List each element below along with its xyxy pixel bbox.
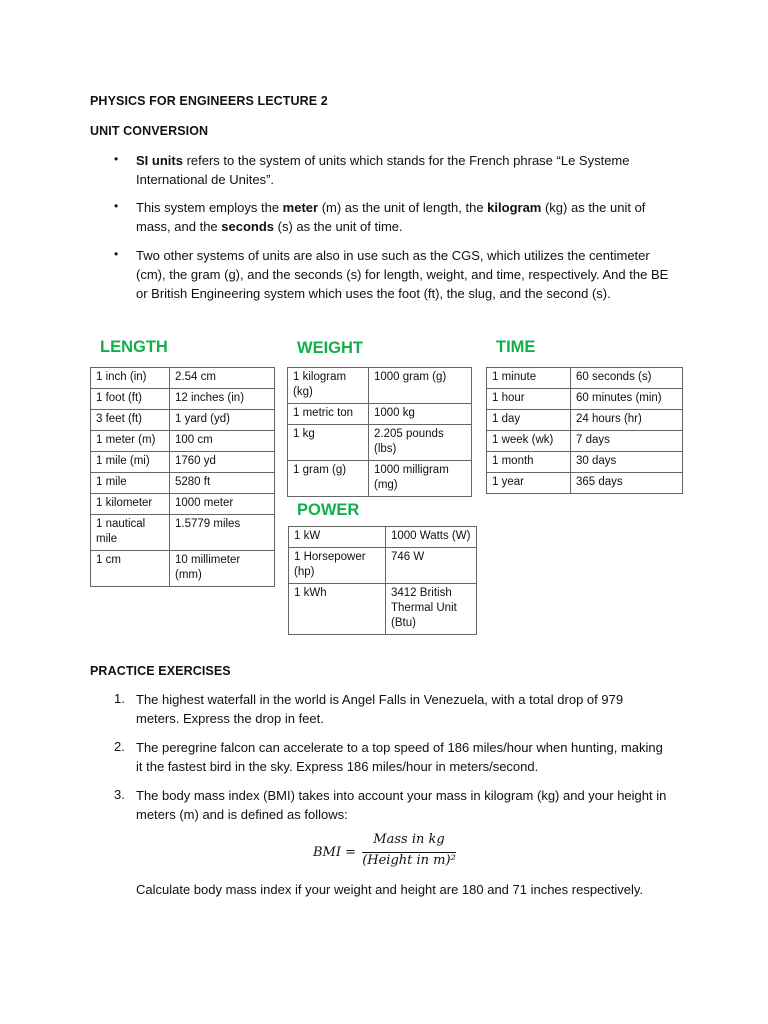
length-row xyxy=(91,473,275,494)
time-title: TIME xyxy=(496,338,536,356)
weight-unit-cell: 1 kilogram (kg) xyxy=(288,368,369,404)
length-unit-cell: 1 mile xyxy=(91,473,170,494)
power-unit-cell: 1 kW xyxy=(289,527,386,548)
time-equivalent-cell: 60 seconds (s) xyxy=(571,368,683,389)
exercise-number: 2. xyxy=(114,739,125,754)
exercise-text: The peregrine falcon can accelerate to a top speed of 186 miles/hour when hunting, making xyxy=(136,740,663,755)
time-equivalent-cell: 60 minutes (min) xyxy=(571,389,683,410)
exercise-3 xyxy=(136,786,676,824)
formula-lhs: BMI = xyxy=(313,845,357,860)
bullet-text: Two other systems of units are also in use such as the CGS, which utilizes the centimeter xyxy=(136,248,650,263)
exercise-2 xyxy=(136,738,676,776)
bullet-text: International de Unites”. xyxy=(136,172,275,187)
time-row xyxy=(487,452,683,473)
exercise-number: 3. xyxy=(114,787,125,802)
power-row xyxy=(289,584,477,635)
time-table xyxy=(486,367,683,494)
bullet-marker: • xyxy=(114,152,119,166)
length-equivalent-cell: 1.5779 miles xyxy=(170,515,275,551)
bullet-text: (s) as the unit of time. xyxy=(274,219,403,234)
length-unit-cell: 1 meter (m) xyxy=(91,431,170,452)
length-equivalent-cell: 10 millimeter (mm) xyxy=(170,551,275,587)
exercise-text: meters (m) and is defined as follows: xyxy=(136,807,348,822)
length-row xyxy=(91,494,275,515)
exercise-text: The body mass index (BMI) takes into account your mass in kilogram (kg) and your height in xyxy=(136,788,667,803)
weight-table xyxy=(287,367,472,497)
length-equivalent-cell: 1 yard (yd) xyxy=(170,410,275,431)
time-equivalent-cell: 30 days xyxy=(571,452,683,473)
bullet-text: refers to the system of units which stands for the French phrase “Le Systeme xyxy=(182,153,630,168)
power-unit-cell: 1 Horsepower (hp) xyxy=(289,548,386,584)
power-row xyxy=(289,527,477,548)
power-row xyxy=(289,548,477,584)
time-equivalent-cell: 24 hours (hr) xyxy=(571,410,683,431)
weight-equivalent-cell: 1000 gram (g) xyxy=(369,368,472,404)
weight-unit-cell: 1 gram (g) xyxy=(288,461,369,497)
formula-numerator: Mass in kg xyxy=(373,832,445,847)
bold-si-units: SI units xyxy=(136,153,183,168)
weight-row xyxy=(288,425,472,461)
length-row xyxy=(91,551,275,587)
formula-denominator: (Height in m)² xyxy=(362,853,456,868)
bullet-marker: • xyxy=(114,199,119,213)
length-equivalent-cell: 1000 meter xyxy=(170,494,275,515)
weight-row xyxy=(288,368,472,404)
exercise-1 xyxy=(136,690,676,728)
bullet-si-units xyxy=(136,151,676,189)
length-unit-cell: 1 cm xyxy=(91,551,170,587)
time-row xyxy=(487,431,683,452)
length-equivalent-cell: 1760 yd xyxy=(170,452,275,473)
time-unit-cell: 1 week (wk) xyxy=(487,431,571,452)
length-row xyxy=(91,368,275,389)
length-row xyxy=(91,431,275,452)
weight-equivalent-cell: 2.205 pounds (lbs) xyxy=(369,425,472,461)
weight-row xyxy=(288,404,472,425)
bold-meter: meter xyxy=(282,200,319,215)
weight-equivalent-cell: 1000 kg xyxy=(369,404,472,425)
bullet-text: This system employs the xyxy=(136,200,283,215)
length-equivalent-cell: 2.54 cm xyxy=(170,368,275,389)
bullet-text: (m) as the unit of length, the xyxy=(318,200,488,215)
length-unit-cell: 1 mile (mi) xyxy=(91,452,170,473)
exercise-text: meters. Express the drop in feet. xyxy=(136,711,324,726)
exercise-number: 1. xyxy=(114,691,125,706)
bullet-text: (kg) as the unit of xyxy=(541,200,646,215)
time-row xyxy=(487,473,683,494)
bullet-text: or British Engineering system which uses the foot (ft), the slug, and the second (s). xyxy=(136,286,611,301)
length-unit-cell: 1 inch (in) xyxy=(91,368,170,389)
time-row xyxy=(487,410,683,431)
closing-instruction: Calculate body mass index if your weight and height are 180 and 71 inches respectively. xyxy=(136,882,644,897)
power-title: POWER xyxy=(297,501,360,519)
time-row xyxy=(487,368,683,389)
weight-equivalent-cell: 1000 milligram (mg) xyxy=(369,461,472,497)
power-table xyxy=(288,526,477,635)
bullet-marker: • xyxy=(114,247,119,261)
bullet-system-units xyxy=(136,198,676,236)
length-equivalent-cell: 100 cm xyxy=(170,431,275,452)
weight-unit-cell: 1 metric ton xyxy=(288,404,369,425)
bold-kilogram: kilogram xyxy=(487,200,542,215)
time-unit-cell: 1 hour xyxy=(487,389,571,410)
time-equivalent-cell: 7 days xyxy=(571,431,683,452)
time-row xyxy=(487,389,683,410)
weight-row xyxy=(288,461,472,497)
time-equivalent-cell: 365 days xyxy=(571,473,683,494)
page-title: PHYSICS FOR ENGINEERS LECTURE 2 xyxy=(90,94,328,108)
length-row xyxy=(91,410,275,431)
weight-title: WEIGHT xyxy=(297,339,363,357)
length-unit-cell: 1 foot (ft) xyxy=(91,389,170,410)
practice-heading: PRACTICE EXERCISES xyxy=(90,664,231,678)
time-unit-cell: 1 year xyxy=(487,473,571,494)
length-row xyxy=(91,389,275,410)
bullet-text: (cm), the gram (g), and the seconds (s) for length, weight, and time, respectively. And the BE xyxy=(136,267,669,282)
length-equivalent-cell: 12 inches (in) xyxy=(170,389,275,410)
bold-seconds: seconds xyxy=(221,219,275,234)
length-row xyxy=(91,515,275,551)
exercise-text: The highest waterfall in the world is Angel Falls in Venezuela, with a total drop of 979 xyxy=(136,692,624,707)
power-equivalent-cell: 746 W xyxy=(386,548,477,584)
length-unit-cell: 1 kilometer xyxy=(91,494,170,515)
length-unit-cell: 1 nautical mile xyxy=(91,515,170,551)
section-heading-unit-conversion: UNIT CONVERSION xyxy=(90,124,209,138)
length-row xyxy=(91,452,275,473)
power-unit-cell: 1 kWh xyxy=(289,584,386,635)
exercise-text: it the fastest bird in the sky. Express 186 miles/hour in meters/second. xyxy=(136,759,539,774)
time-unit-cell: 1 minute xyxy=(487,368,571,389)
length-equivalent-cell: 5280 ft xyxy=(170,473,275,494)
length-table xyxy=(90,367,275,587)
length-unit-cell: 3 feet (ft) xyxy=(91,410,170,431)
time-unit-cell: 1 day xyxy=(487,410,571,431)
bullet-text: mass, and the xyxy=(136,219,222,234)
time-unit-cell: 1 month xyxy=(487,452,571,473)
power-equivalent-cell: 1000 Watts (W) xyxy=(386,527,477,548)
bullet-cgs-be xyxy=(136,246,696,303)
weight-unit-cell: 1 kg xyxy=(288,425,369,461)
power-equivalent-cell: 3412 British Thermal Unit (Btu) xyxy=(386,584,477,635)
length-title: LENGTH xyxy=(100,338,168,356)
